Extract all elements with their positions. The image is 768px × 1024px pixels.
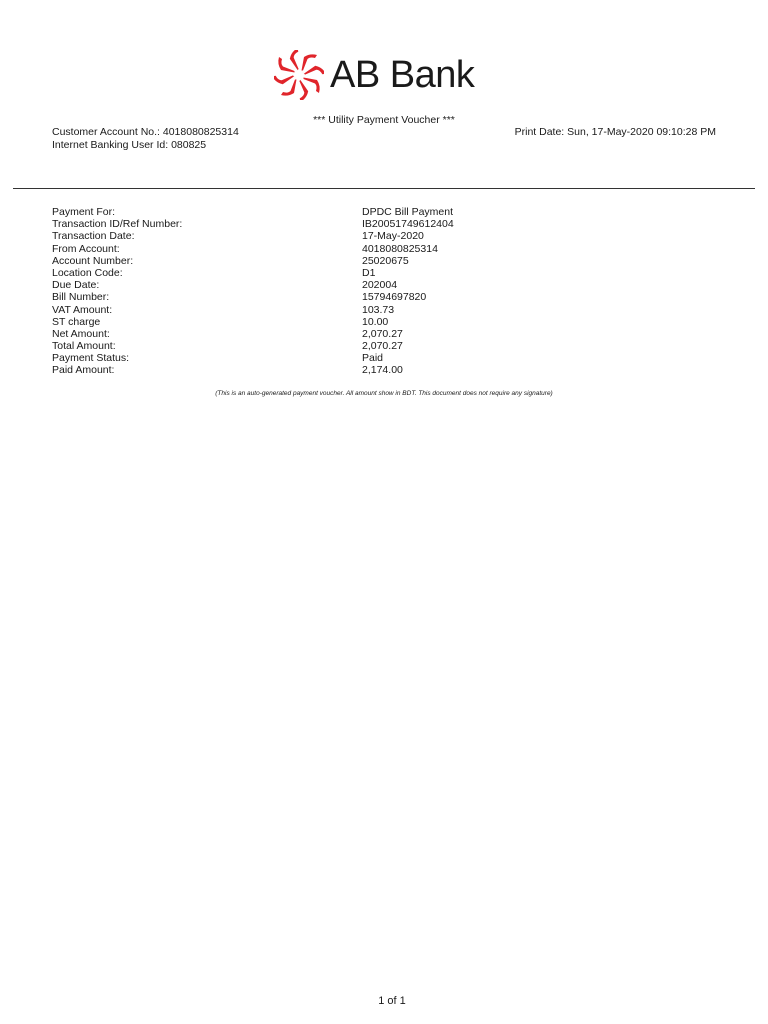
ab-bank-logo [274,50,474,100]
detail-value: 2,070.27 [362,327,403,340]
detail-row-paid-amount [52,364,612,376]
detail-label: Location Code: [52,266,123,279]
detail-label: ST charge [52,315,101,328]
detail-value: 17-May-2020 [362,230,424,243]
voucher-title: *** Utility Payment Voucher *** [313,114,455,126]
detail-label: Payment Status: [52,352,130,365]
ab-bank-logo-mark [274,50,324,100]
detail-label: Account Number: [52,254,134,267]
bank-name: AB Bank [330,54,475,96]
detail-value: DPDC Bill Payment [362,206,454,218]
detail-label: Net Amount: [52,327,110,340]
detail-label: Bill Number: [52,291,110,304]
detail-row-payment-status [52,352,612,364]
detail-row-location-code [52,267,612,279]
detail-row-bill-number [52,291,612,303]
auto-generated-footnote: (This is an auto-generated payment voucher. All amount show in BDT. This document does not require any signature) [215,390,553,397]
internet-banking-user-id: Internet Banking User Id: 080825 [52,139,207,151]
detail-row-transaction-id [52,218,612,230]
page-number: 1 of 1 [378,995,406,1007]
detail-row-from-account [52,243,612,255]
header-account-info [52,126,239,152]
detail-label: VAT Amount: [52,303,113,316]
header-divider [13,188,755,189]
payment-details-table [52,206,612,377]
detail-label: Payment For: [52,206,116,218]
customer-account-number: Customer Account No.: 4018080825314 [52,126,239,138]
detail-row-st-charge [52,316,612,328]
detail-value: 2,070.27 [362,340,403,353]
print-date: Print Date: Sun, 17-May-2020 09:10:28 PM [514,126,716,138]
detail-row-vat-amount [52,304,612,316]
detail-value: Paid [362,352,384,365]
detail-label: Paid Amount: [52,364,115,377]
detail-value: 202004 [362,279,398,292]
detail-value: 25020675 [362,254,409,267]
detail-value: 103.73 [362,303,395,316]
detail-value: 2,174.00 [362,364,403,377]
detail-row-account-number [52,255,612,267]
detail-value: D1 [362,266,376,279]
detail-value: IB20051749612404 [362,218,454,231]
detail-label: Transaction ID/Ref Number: [52,218,183,231]
detail-row-net-amount [52,328,612,340]
detail-label: Transaction Date: [52,230,135,243]
detail-label: Due Date: [52,279,100,292]
detail-row-due-date [52,279,612,291]
detail-label: Total Amount: [52,340,116,353]
detail-value: 15794697820 [362,291,427,304]
detail-value: 10.00 [362,315,389,328]
detail-row-transaction-date [52,230,612,242]
detail-value: 4018080825314 [362,242,438,255]
detail-label: From Account: [52,242,120,255]
detail-row-total-amount [52,340,612,352]
detail-row-payment-for [52,206,612,218]
